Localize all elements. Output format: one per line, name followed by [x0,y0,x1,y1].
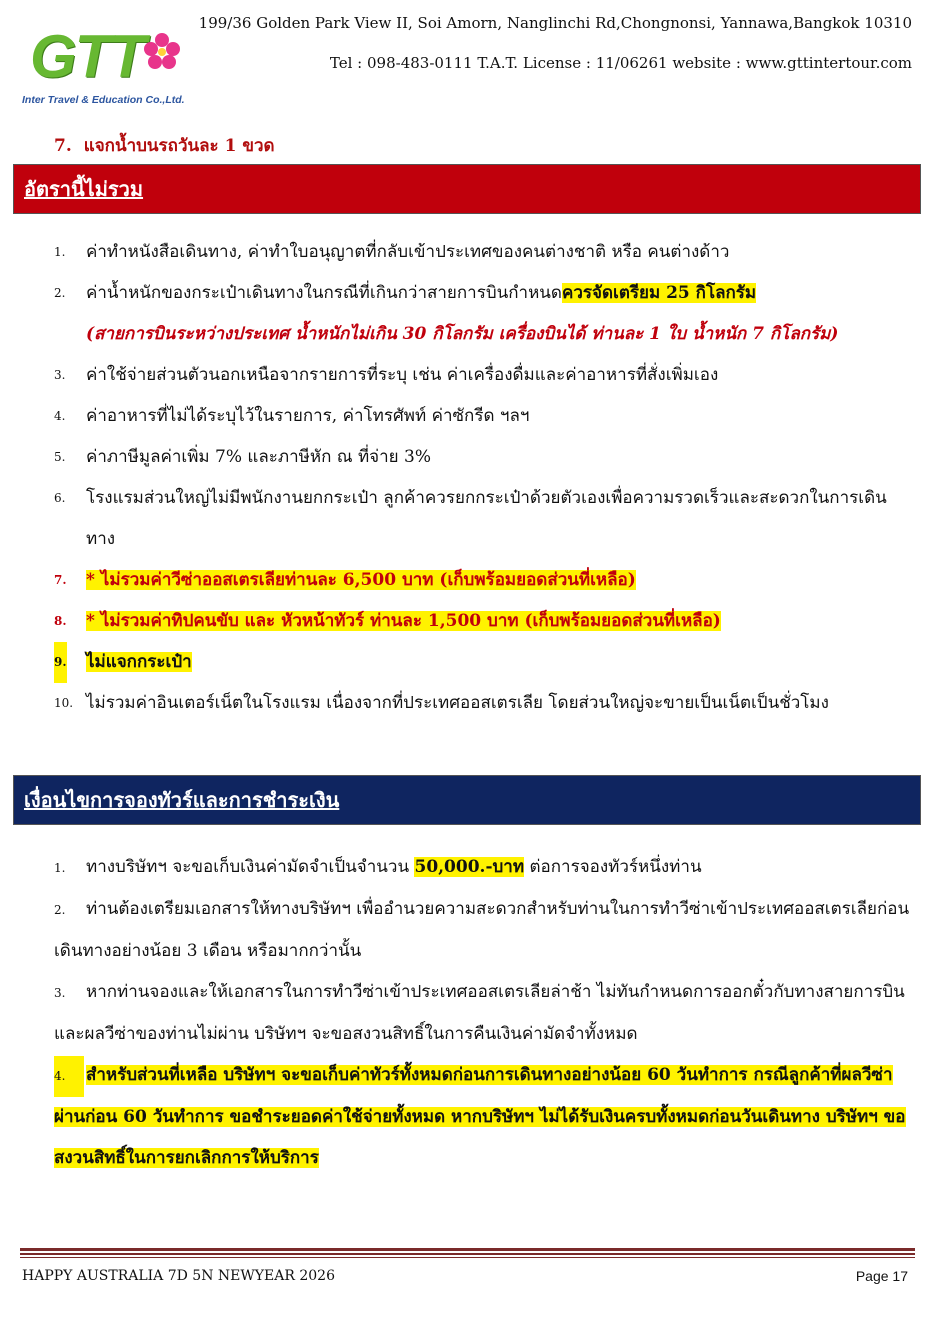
item-number: 7. [54,573,67,587]
page-number: Page 17 [855,1268,908,1284]
item-number: 3. [54,986,66,1000]
footer-tour-title: HAPPY AUSTRALIA 7D 5N NEWYEAR 2026 [22,1268,335,1284]
list-item [0,847,950,889]
highlighted-text: ควรจัดเตรียม 25 กิโลกรัม [561,283,757,303]
list-item [0,232,950,273]
section-title: เงื่อนไขการจองทัวร์และการชำระเงิน [24,788,340,812]
list-item [0,437,950,478]
item-text: ทางบริษัทฯ จะขอเก็บเงินค่ามัดจำเป็นจำนวน [86,857,410,877]
item-text: หากท่านจองและให้เอกสารในการทำวีซ่าเข้าประเทศออสเตรเลียล่าช้า ไม่ทันกำหนดการออกตั๋วกับทางสายการบินและผลวีซ่าของท่านไม่ผ่าน บริษัทฯ จะขอสงวนสิทธิ์ในการคืนเงินค่ามัดจำทั้งหมด [54,982,905,1044]
list-item [0,972,950,1055]
item-text: ท่านต้องเตรียมเอกสารให้ทางบริษัทฯ เพื่ออำนวยความสะดวกสำหรับท่านในการทำวีซ่าเข้าประเทศออสเตรเลียก่อนเดินทางอย่างน้อย 3 เดือน หรือมากกว่านั้น [54,899,910,961]
item-text: ค่าภาษีมูลค่าเพิ่ม 7% และภาษีหัก ณ ที่จ่าย 3% [86,447,432,467]
item-text: แจกน้ำบนรถวันละ 1 ขวด [83,136,275,156]
section-header-booking [13,775,921,825]
item-number: 4. [54,1056,84,1097]
item-text: โรงแรมส่วนใหญ่ไม่มีพนักงานยกกระเป๋า ลูกค้าควรยกกระเป๋าด้วยตัวเองเพื่อความรวดเร็วและสะดวกในการเดินทาง [86,488,887,549]
deposit-amount: 50,000.-บาท [414,857,525,877]
list-item [0,355,950,396]
item-number: 9. [54,642,67,683]
item-number: 5. [54,450,66,464]
list-item [0,642,950,683]
footer-divider [20,1257,915,1258]
logo-wordmark: GTT [30,23,144,90]
item-number: 1. [54,245,66,259]
list-item [0,1055,950,1179]
list-item [0,396,950,437]
item-text: สำหรับส่วนที่เหลือ บริษัทฯ จะขอเก็บค่าทัวร์ทั้งหมดก่อนการเดินทางอย่างน้อย 60 วันทำการ กรณีลูกค้าที่ผลวีซ่าผ่านก่อน 60 วันทำการ ขอชำระยอดค่าใช้จ่ายทั้งหมด หากบริษัทฯ ไม่ได้รับเงินครบทั้งหมดก่อนวันเดินทาง บริษัทฯ ขอสงวนสิทธิ์ในการยกเลิกการให้บริการ [54,1065,906,1168]
booking-conditions-list [0,847,950,1179]
company-logo [20,20,185,112]
item-note: (สายการบินระหว่างประเทศ น้ำหนักไม่เกิน 30 กิโลกรัม เครื่องบินได้ ท่านละ 1 ใบ น้ำหนัก 7 กิโลกรัม) [86,324,839,344]
item-text: ค่าใช้จ่ายส่วนตัวนอกเหนือจากรายการที่ระบุ เช่น ค่าเครื่องดื่มและค่าอาหารที่สั่งเพิ่มเอง [86,365,719,385]
logo-subtitle: Inter Travel & Education Co.,Ltd. [22,94,185,106]
item-number: 2. [54,286,66,300]
item-number: 8. [54,614,67,628]
list-item [0,683,950,724]
flower-icon [140,30,184,74]
item-number: 3. [54,368,66,382]
item-number: 6. [54,491,66,505]
item-text: * ไม่รวมค่าทิปคนขับ และ หัวหน้าทัวร์ ท่านละ 1,500 บาท (เก็บพร้อมยอดส่วนที่เหลือ) [86,611,721,631]
list-item [0,478,950,560]
item-text: ค่าทำหนังสือเดินทาง, ค่าทำใบอนุญาตที่กลับเข้าประเทศของคนต่างชาติ หรือ คนต่างด้าว [86,242,730,262]
item-number: 1. [54,861,66,875]
section-title: อัตรานี้ไม่รวม [24,177,144,201]
excluded-list [0,232,950,724]
company-contact: Tel : 098-483-0111 T.A.T. License : 11/06261 website : www.gttintertour.com [329,54,912,72]
item-text: ไม่รวมค่าอินเตอร์เน็ตในโรงแรม เนื่องจากที่ประเทศออสเตรเลีย โดยส่วนใหญ่จะขายเป็นเน็ตเป็นชั่วโมง [86,693,829,713]
item-text: ไม่แจกกระเป๋า [86,652,192,672]
footer-divider [20,1248,915,1251]
item-text: ค่าอาหารที่ไม่ได้ระบุไว้ในรายการ, ค่าโทรศัพท์ ค่าซักรีด ฯลฯ [86,406,530,426]
item-text: * ไม่รวมค่าวีซ่าออสเตรเลียท่านละ 6,500 บาท (เก็บพร้อมยอดส่วนที่เหลือ) [86,570,636,590]
company-address: 199/36 Golden Park View II, Soi Amorn, Nanglinchi Rd,Chongnonsi, Yannawa,Bangkok 10310 [198,14,912,32]
item-number: 10. [54,696,74,710]
included-item-7 [54,132,275,159]
item-text: ต่อการจองทัวร์หนึ่งท่าน [529,857,702,877]
list-item [0,273,950,355]
item-text: ค่าน้ำหนักของกระเป๋าเดินทางในกรณีที่เกินกว่าสายการบินกำหนด [86,283,562,303]
item-number: 7. [54,136,72,156]
list-item [0,560,950,601]
list-item [0,601,950,642]
item-number: 2. [54,903,66,917]
section-header-excluded [13,164,921,214]
footer-divider [20,1253,915,1255]
item-number: 4. [54,409,66,423]
list-item [0,889,950,972]
page-header [0,0,950,120]
